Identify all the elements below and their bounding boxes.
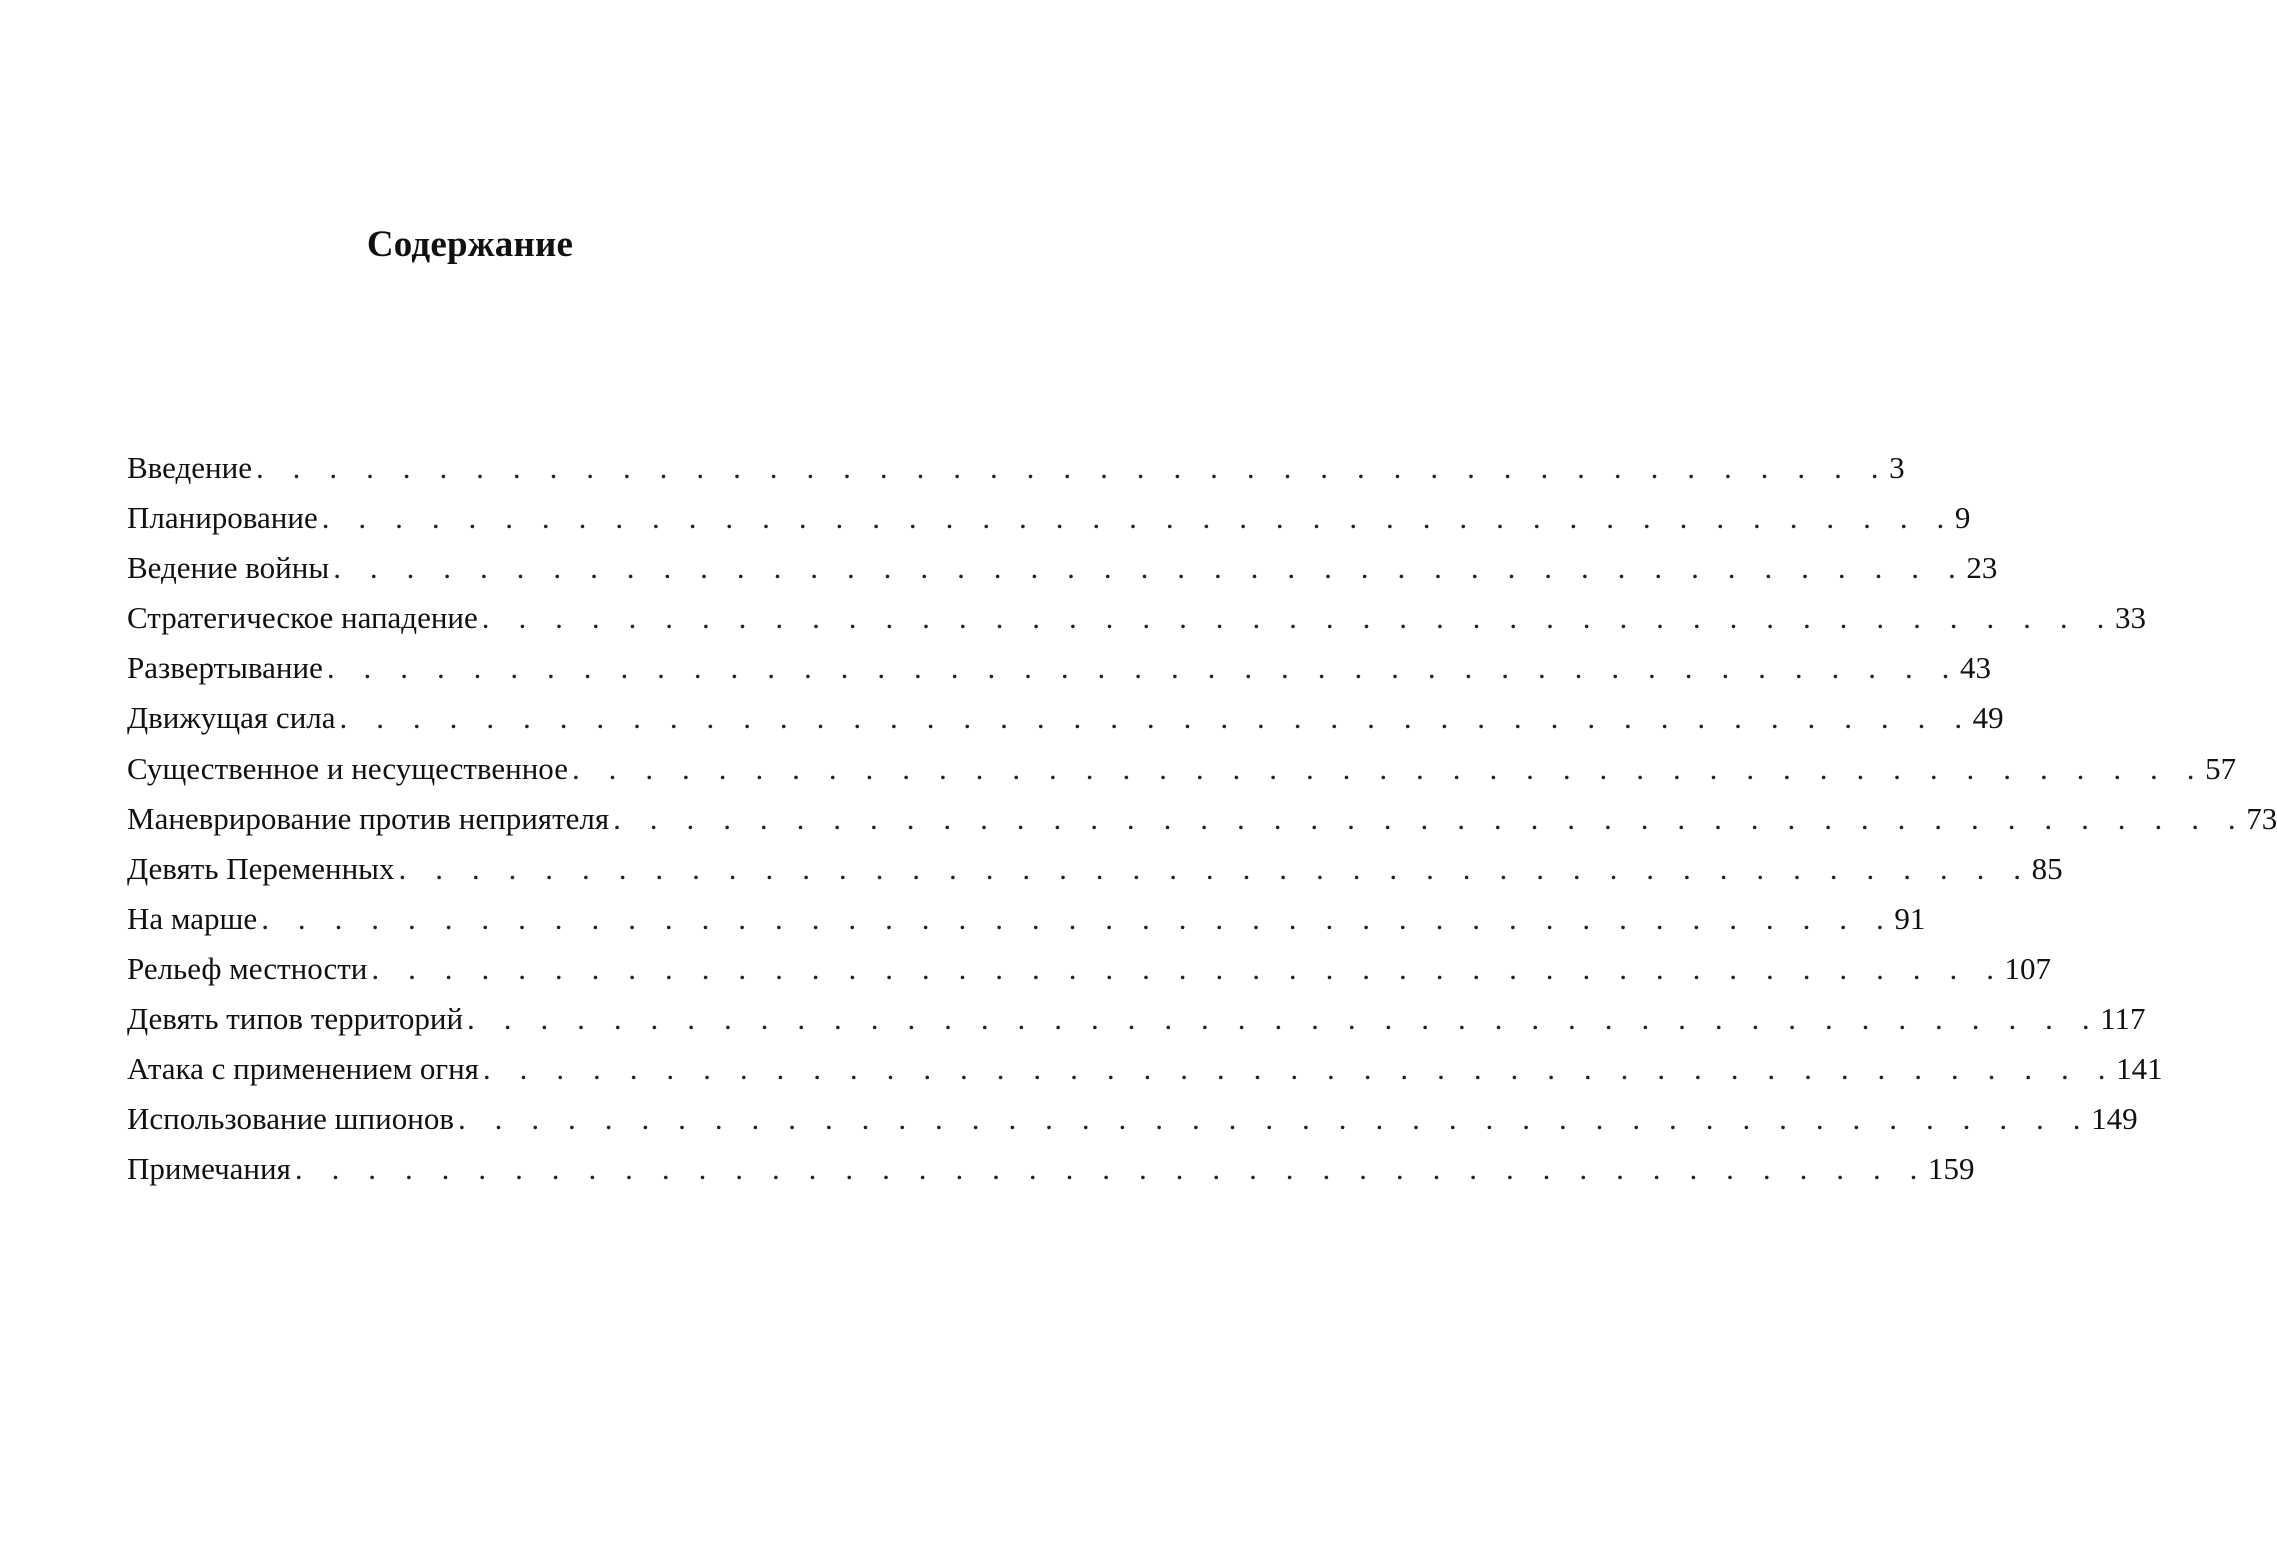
toc-entry-page: 117	[2100, 1001, 2146, 1037]
toc-entry-title: Атака с применением огня	[127, 1051, 479, 1087]
dot-leader: . . . . . . . . . . . . . . . . . . . . . . . . . . . . . . . . . . . . . . . . . . . . .	[457, 1101, 2092, 1137]
toc-entry-page: 43	[1960, 650, 1992, 686]
table-of-contents	[127, 443, 2277, 1194]
toc-entry-page: 85	[2031, 850, 2063, 886]
dot-leader: . . . . . . . . . . . . . . . . . . . . . . . . . . . . . . . . . . . . . . . . . . . . .	[294, 1151, 1929, 1187]
toc-entry-page: 107	[2004, 950, 2052, 986]
toc-entry-title: Девять Переменных	[127, 850, 395, 886]
page-title: Содержание	[366, 223, 574, 265]
toc-entry-title: Использование шпионов	[127, 1101, 454, 1137]
dot-leader: . . . . . . . . . . . . . . . . . . . . . . . . . . . . . . . . . . . . . . . . . . . . .	[482, 1051, 2117, 1087]
toc-entry-on-the-march	[127, 894, 1926, 944]
dot-leader: . . . . . . . . . . . . . . . . . . . . . . . . . . . . . . . . . . . . . . . . . . . . .	[326, 650, 1961, 686]
dot-leader: . . . . . . . . . . . . . . . . . . . . . . . . . . . . . . . . . . . . . . . . . . . . .	[481, 600, 2115, 636]
toc-entry-essential	[127, 744, 2237, 794]
toc-entry-planning	[127, 493, 1971, 543]
toc-entry-title: Движущая сила	[127, 700, 336, 736]
dot-leader: . . . . . . . . . . . . . . . . . . . . . . . . . . . . . . . . . . . . . . . . . . . . .	[371, 950, 2005, 986]
dot-leader: . . . . . . . . . . . . . . . . . . . . . . . . . . . . . . . . . . . . . . . . . . . . .	[261, 900, 1895, 936]
toc-entry-title: Стратегическое нападение	[127, 600, 478, 636]
toc-entry-strategic-attack	[127, 593, 2146, 643]
toc-entry-title: Маневрирование против неприятеля	[127, 800, 610, 836]
toc-entry-title: Развертывание	[127, 650, 323, 686]
toc-entry-page: 91	[1894, 900, 1926, 936]
toc-entry-waging-war	[127, 543, 1998, 593]
toc-entry-title: Рельеф местности	[127, 950, 368, 986]
dot-leader: . . . . . . . . . . . . . . . . . . . . . . . . . . . . . . . . . . . . . . . . . . . . .	[339, 700, 1973, 736]
toc-entry-page: 33	[2114, 600, 2146, 636]
dot-leader: . . . . . . . . . . . . . . . . . . . . . . . . . . . . . . . . . . . . . . . . . . . . .	[255, 450, 1890, 485]
toc-entry-title: Введение	[127, 450, 252, 485]
toc-entry-title: Планирование	[127, 500, 318, 536]
toc-entry-title: На марше	[127, 900, 258, 936]
toc-entry-maneuvering	[127, 794, 2277, 844]
dot-leader: . . . . . . . . . . . . . . . . . . . . . . . . . . . . . . . . . . . . . . . . . . . . .	[571, 750, 2206, 786]
toc-entry-notes	[127, 1144, 1975, 1194]
dot-leader: . . . . . . . . . . . . . . . . . . . . . . . . . . . . . . . . . . . . . . . . . . . . .	[467, 1001, 2101, 1037]
toc-entry-title: Девять типов территорий	[127, 1001, 464, 1037]
toc-entry-introduction	[127, 443, 1905, 493]
dot-leader: . . . . . . . . . . . . . . . . . . . . . . . . . . . . . . . . . . . . . . . . . . . . .	[398, 850, 2032, 886]
toc-entry-nine-grounds	[127, 994, 2146, 1044]
toc-entry-page: 49	[1972, 700, 2004, 736]
toc-entry-spies	[127, 1094, 2138, 1144]
toc-entry-title: Ведение войны	[127, 550, 330, 586]
toc-entry-terrain	[127, 944, 2052, 994]
toc-entry-deployment	[127, 643, 1992, 693]
toc-entry-page: 9	[1954, 500, 1971, 536]
toc-entry-page: 159	[1928, 1151, 1975, 1187]
toc-entry-title: Существенное и несущественное	[127, 750, 568, 786]
toc-entry-title: Примечания	[127, 1151, 291, 1187]
toc-entry-page: 57	[2205, 750, 2237, 786]
toc-entry-nine-variables	[127, 844, 2063, 894]
dot-leader: . . . . . . . . . . . . . . . . . . . . . . . . . . . . . . . . . . . . . . . . . . . . .	[613, 800, 2247, 836]
dot-leader: . . . . . . . . . . . . . . . . . . . . . . . . . . . . . . . . . . . . . . . . . . . . .	[321, 500, 1955, 536]
toc-entry-page: 73	[2246, 800, 2277, 836]
toc-entry-driving-force	[127, 693, 2004, 743]
toc-entry-page: 3	[1889, 450, 1905, 485]
toc-entry-page: 149	[2091, 1101, 2138, 1137]
dot-leader: . . . . . . . . . . . . . . . . . . . . . . . . . . . . . . . . . . . . . . . . . . . . .	[333, 550, 1967, 586]
toc-entry-fire-attack	[127, 1044, 2163, 1094]
toc-entry-page: 141	[2116, 1051, 2163, 1087]
toc-entry-page: 23	[1966, 550, 1998, 586]
